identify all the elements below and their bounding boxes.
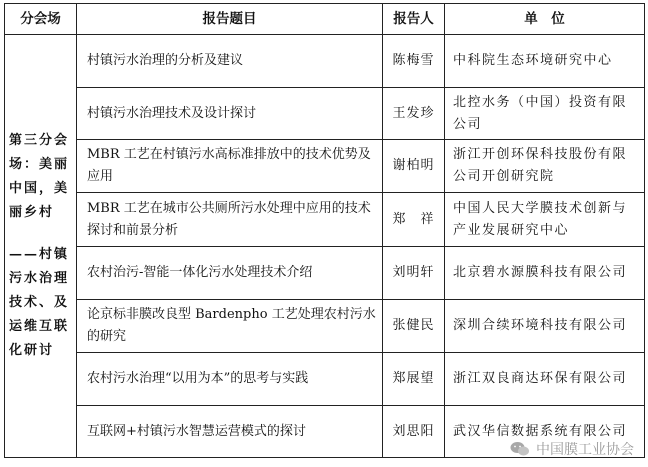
table-row: [5, 300, 645, 353]
table-row: [5, 88, 645, 140]
speaker-name: 王发珍: [383, 88, 445, 140]
schedule-table: [4, 3, 645, 458]
header-speaker: 报告人: [383, 4, 445, 35]
affiliation: 中科院生态环境研究中心: [445, 35, 645, 88]
header-venue: 分会场: [5, 4, 77, 35]
affiliation: 中国人民大学膜技术创新与产业发展研究中心: [445, 193, 645, 247]
watermark-text: 中国膜工业协会: [536, 442, 634, 458]
speaker-name: 刘明轩: [383, 247, 445, 300]
table-row: [5, 247, 645, 300]
table-row: [5, 193, 645, 247]
speaker-name: 谢柏明: [383, 140, 445, 193]
talk-title: 农村治污-智能一体化污水处理技术介绍: [77, 247, 383, 300]
affiliation: 浙江开创环保科技股份有限公司开创研究院: [445, 140, 645, 193]
header-title: 报告题目: [77, 4, 383, 35]
talk-title: 村镇污水治理技术及设计探讨: [77, 88, 383, 140]
talk-title: 农村污水治理“以用为本”的思考与实践: [77, 353, 383, 406]
speaker-name: 郑展望: [383, 353, 445, 406]
speaker-name: 刘思阳: [383, 406, 445, 458]
table-row: [5, 35, 645, 88]
speaker-name: 郑 祥: [383, 193, 445, 247]
venue-cell: [5, 35, 77, 458]
header-unit: 单 位: [445, 4, 645, 35]
talk-title: 村镇污水治理的分析及建议: [77, 35, 383, 88]
affiliation: 浙江双良商达环保有限公司: [445, 353, 645, 406]
table-row: [5, 353, 645, 406]
venue-name: 第三分会场：美丽中国，美丽乡村: [9, 133, 70, 220]
talk-title: MBR 工艺在村镇污水高标准排放中的技术优势及应用: [77, 140, 383, 193]
watermark: [510, 439, 634, 459]
table-row: [5, 140, 645, 193]
affiliation: 北控水务（中国）投资有限公司: [445, 88, 645, 140]
affiliation: 北京碧水源膜科技有限公司: [445, 247, 645, 300]
venue-topic: ——村镇污水治理技术、及运维互联化研讨: [9, 247, 70, 358]
speaker-name: 张健民: [383, 300, 445, 353]
header-row: [5, 4, 645, 35]
talk-title: 论京标非膜改良型 Bardenpho 工艺处理农村污水的研究: [77, 300, 383, 353]
talk-title: MBR 工艺在城市公共厕所污水处理中应用的技术探讨和前景分析: [77, 193, 383, 247]
wechat-icon: [510, 441, 530, 457]
affiliation: 武汉华信数据系统有限公司: [445, 406, 645, 458]
speaker-name: 陈梅雪: [383, 35, 445, 88]
affiliation: 深圳合续环境科技有限公司: [445, 300, 645, 353]
talk-title: 互联网+村镇污水智慧运营模式的探讨: [77, 406, 383, 458]
